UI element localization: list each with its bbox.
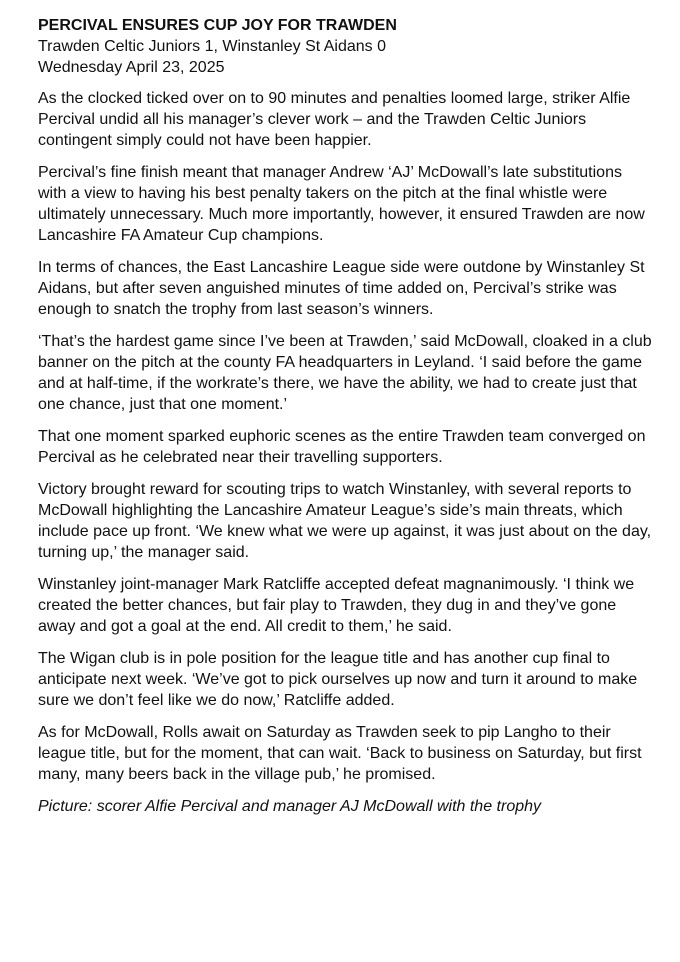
paragraph: The Wigan club is in pole position for the league title and has another cup final to anticipate next week. ‘We’ve got to pick ourselves up now and turn it around to make sure we don’t feel like we do now,’ Ratcliffe added. (38, 650, 638, 709)
paragraph: Percival’s fine finish meant that manager Andrew ‘AJ’ McDowall’s late substitutions with a view to having his best penalty takers on the pitch at the final whistle were ultimately unnecessary. Much more importantly, however, it ensured Trawden are now Lancashire FA Amateur Cup champions. (38, 164, 645, 244)
paragraph: As for McDowall, Rolls await on Saturday as Trawden seek to pip Langho to their league title, but for the moment, that can wait. ‘Back to business on Saturday, but first many, many beers back in the village pub,’ he promised. (38, 724, 642, 783)
paragraph: Victory brought reward for scouting trips to watch Winstanley, with several reports to McDowall highlighting the Lancashire Amateur League’s side’s main threats, which include pace up front. ‘We knew what we were up against, it was just about on the day, turning up,’ the manager said. (38, 481, 652, 561)
picture-caption: Picture: scorer Alfie Percival and manager AJ McDowall with the trophy (38, 798, 542, 815)
paragraph: In terms of chances, the East Lancashire League side were outdone by Winstanley St Aidans, but after seven anguished minutes of time added on, Percival’s strike was enough to snatch the trophy from last season’s winners. (38, 259, 645, 318)
paragraph: Winstanley joint-manager Mark Ratcliffe accepted defeat magnanimously. ‘I think we created the better chances, but fair play to Trawden, they dug in and they’ve gone away and got a goal at the end. All credit to them,’ he said. (38, 576, 635, 635)
article-body (38, 88, 654, 817)
paragraph: That one moment sparked euphoric scenes as the entire Trawden team converged on Percival as he celebrated near their travelling supporters. (38, 428, 646, 466)
paragraph: As the clocked ticked over on to 90 minutes and penalties loomed large, striker Alfie Percival undid all his manager’s clever work – and the Trawden Celtic Juniors contingent simply could not have been happier. (38, 90, 631, 149)
headline: PERCIVAL ENSURES CUP JOY FOR TRAWDEN (38, 17, 397, 34)
match-date: Wednesday April 23, 2025 (38, 59, 225, 76)
paragraph: ‘That’s the hardest game since I’ve been at Trawden,’ said McDowall, cloaked in a club banner on the pitch at the county FA headquarters in Leyland. ‘I said before the game and at half-time, if the workrate’s there, we have the ability, we had to create just that one chance, just that one moment.’ (38, 333, 652, 413)
match-result: Trawden Celtic Juniors 1, Winstanley St Aidans 0 (38, 38, 387, 55)
